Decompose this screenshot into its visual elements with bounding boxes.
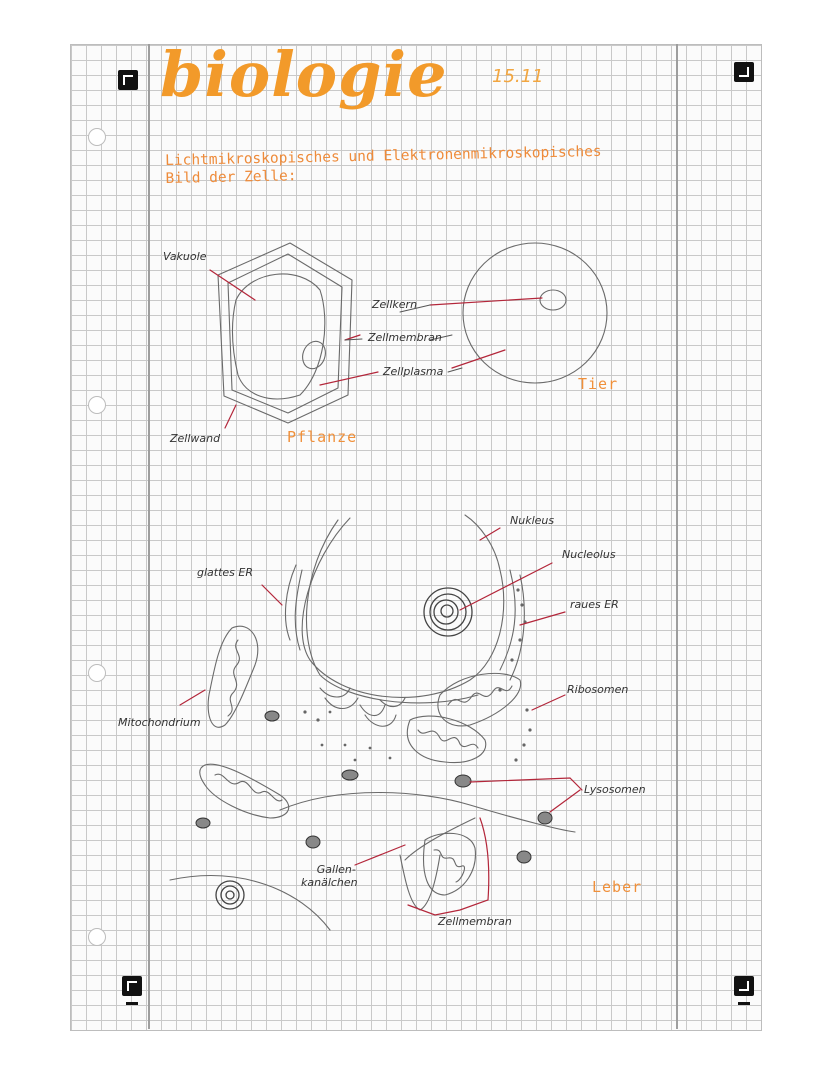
label-gallen-line-2: kanälchen: [301, 876, 358, 889]
label-vakuole: Vakuole: [163, 250, 207, 263]
lysosome: [306, 836, 320, 848]
pointer-raues-er: [520, 612, 565, 625]
plant-cell-wall: [218, 243, 352, 423]
caption-pflanze: Pflanze: [287, 428, 358, 446]
pointer-zellwand: [225, 405, 236, 428]
mitochondrium-2: [200, 764, 289, 818]
nucleus-envelope: [302, 515, 504, 697]
label-zellkern: Zellkern: [372, 298, 418, 311]
mito-cristae-3: [418, 730, 478, 748]
smooth-er: [285, 565, 302, 650]
label-nukleus: Nukleus: [510, 514, 555, 527]
page-title: biologie: [160, 38, 448, 111]
animal-cell: [463, 243, 607, 383]
label-zellmembran: Zellmembran: [368, 331, 442, 344]
pointer-ribosomen: [532, 695, 565, 710]
plant-vacuole: [232, 274, 324, 399]
label-gallen-line-1: Gallen-: [316, 863, 356, 876]
caption-leber: Leber: [592, 878, 643, 896]
lysosome: [517, 851, 531, 863]
lysosome: [538, 812, 552, 824]
cell-border-right: [405, 818, 475, 860]
heading-line-2: Bild der Zelle:: [165, 168, 297, 187]
mito-cristae-2: [215, 774, 282, 801]
label-gallenkanaelchen: [301, 863, 358, 889]
lower-nucleolus-scribble: [216, 881, 244, 909]
pointer-glattes-er: [262, 585, 282, 605]
label-zellwand: Zellwand: [170, 432, 221, 445]
label-lysosomen: Lysosomen: [584, 783, 646, 796]
label-raues-er: raues ER: [570, 598, 619, 611]
pointer-nucleolus: [460, 563, 552, 610]
nucleus-envelope-inner: [306, 520, 478, 703]
label-zellplasma: Zellplasma: [383, 365, 444, 378]
pointer-zellplasma-animal: [452, 350, 505, 368]
mitochondrium-1: [208, 626, 258, 727]
lysosome: [196, 818, 210, 828]
label-glattes-er: glattes ER: [197, 566, 253, 579]
mito-cristae-4: [448, 686, 512, 705]
pointer-lysosomen: [470, 778, 582, 812]
pointer-gallen: [355, 845, 405, 865]
golgi: [320, 688, 405, 726]
pointer-nukleus: [480, 528, 500, 540]
label-ribosomen: Ribosomen: [567, 683, 629, 696]
caption-tier: Tier: [578, 375, 619, 393]
mitochondrium-5: [424, 833, 476, 895]
bile-canaliculus: [400, 855, 440, 910]
pointer-zellmembran-liver: [408, 818, 489, 915]
cell-border-curve: [280, 793, 575, 833]
date: 15.11: [492, 66, 544, 87]
plant-nucleus: [299, 338, 329, 372]
label-nucleolus: Nucleolus: [562, 548, 616, 561]
pointer-mitochondrium: [180, 690, 205, 705]
lysosome: [265, 711, 279, 721]
nucleolus: [424, 588, 472, 636]
lysosome: [342, 770, 358, 780]
label-mitochondrium: Mitochondrium: [118, 716, 201, 729]
pointer-zellkern: [430, 298, 542, 305]
mitochondrium-4: [438, 673, 521, 726]
label-zellmembran-leber: Zellmembran: [438, 915, 512, 928]
lysosome: [455, 775, 471, 787]
heading-line-1: Lichtmikroskopisches und Elektronenmikroskopisches: [165, 143, 602, 169]
animal-nucleus: [540, 290, 566, 310]
